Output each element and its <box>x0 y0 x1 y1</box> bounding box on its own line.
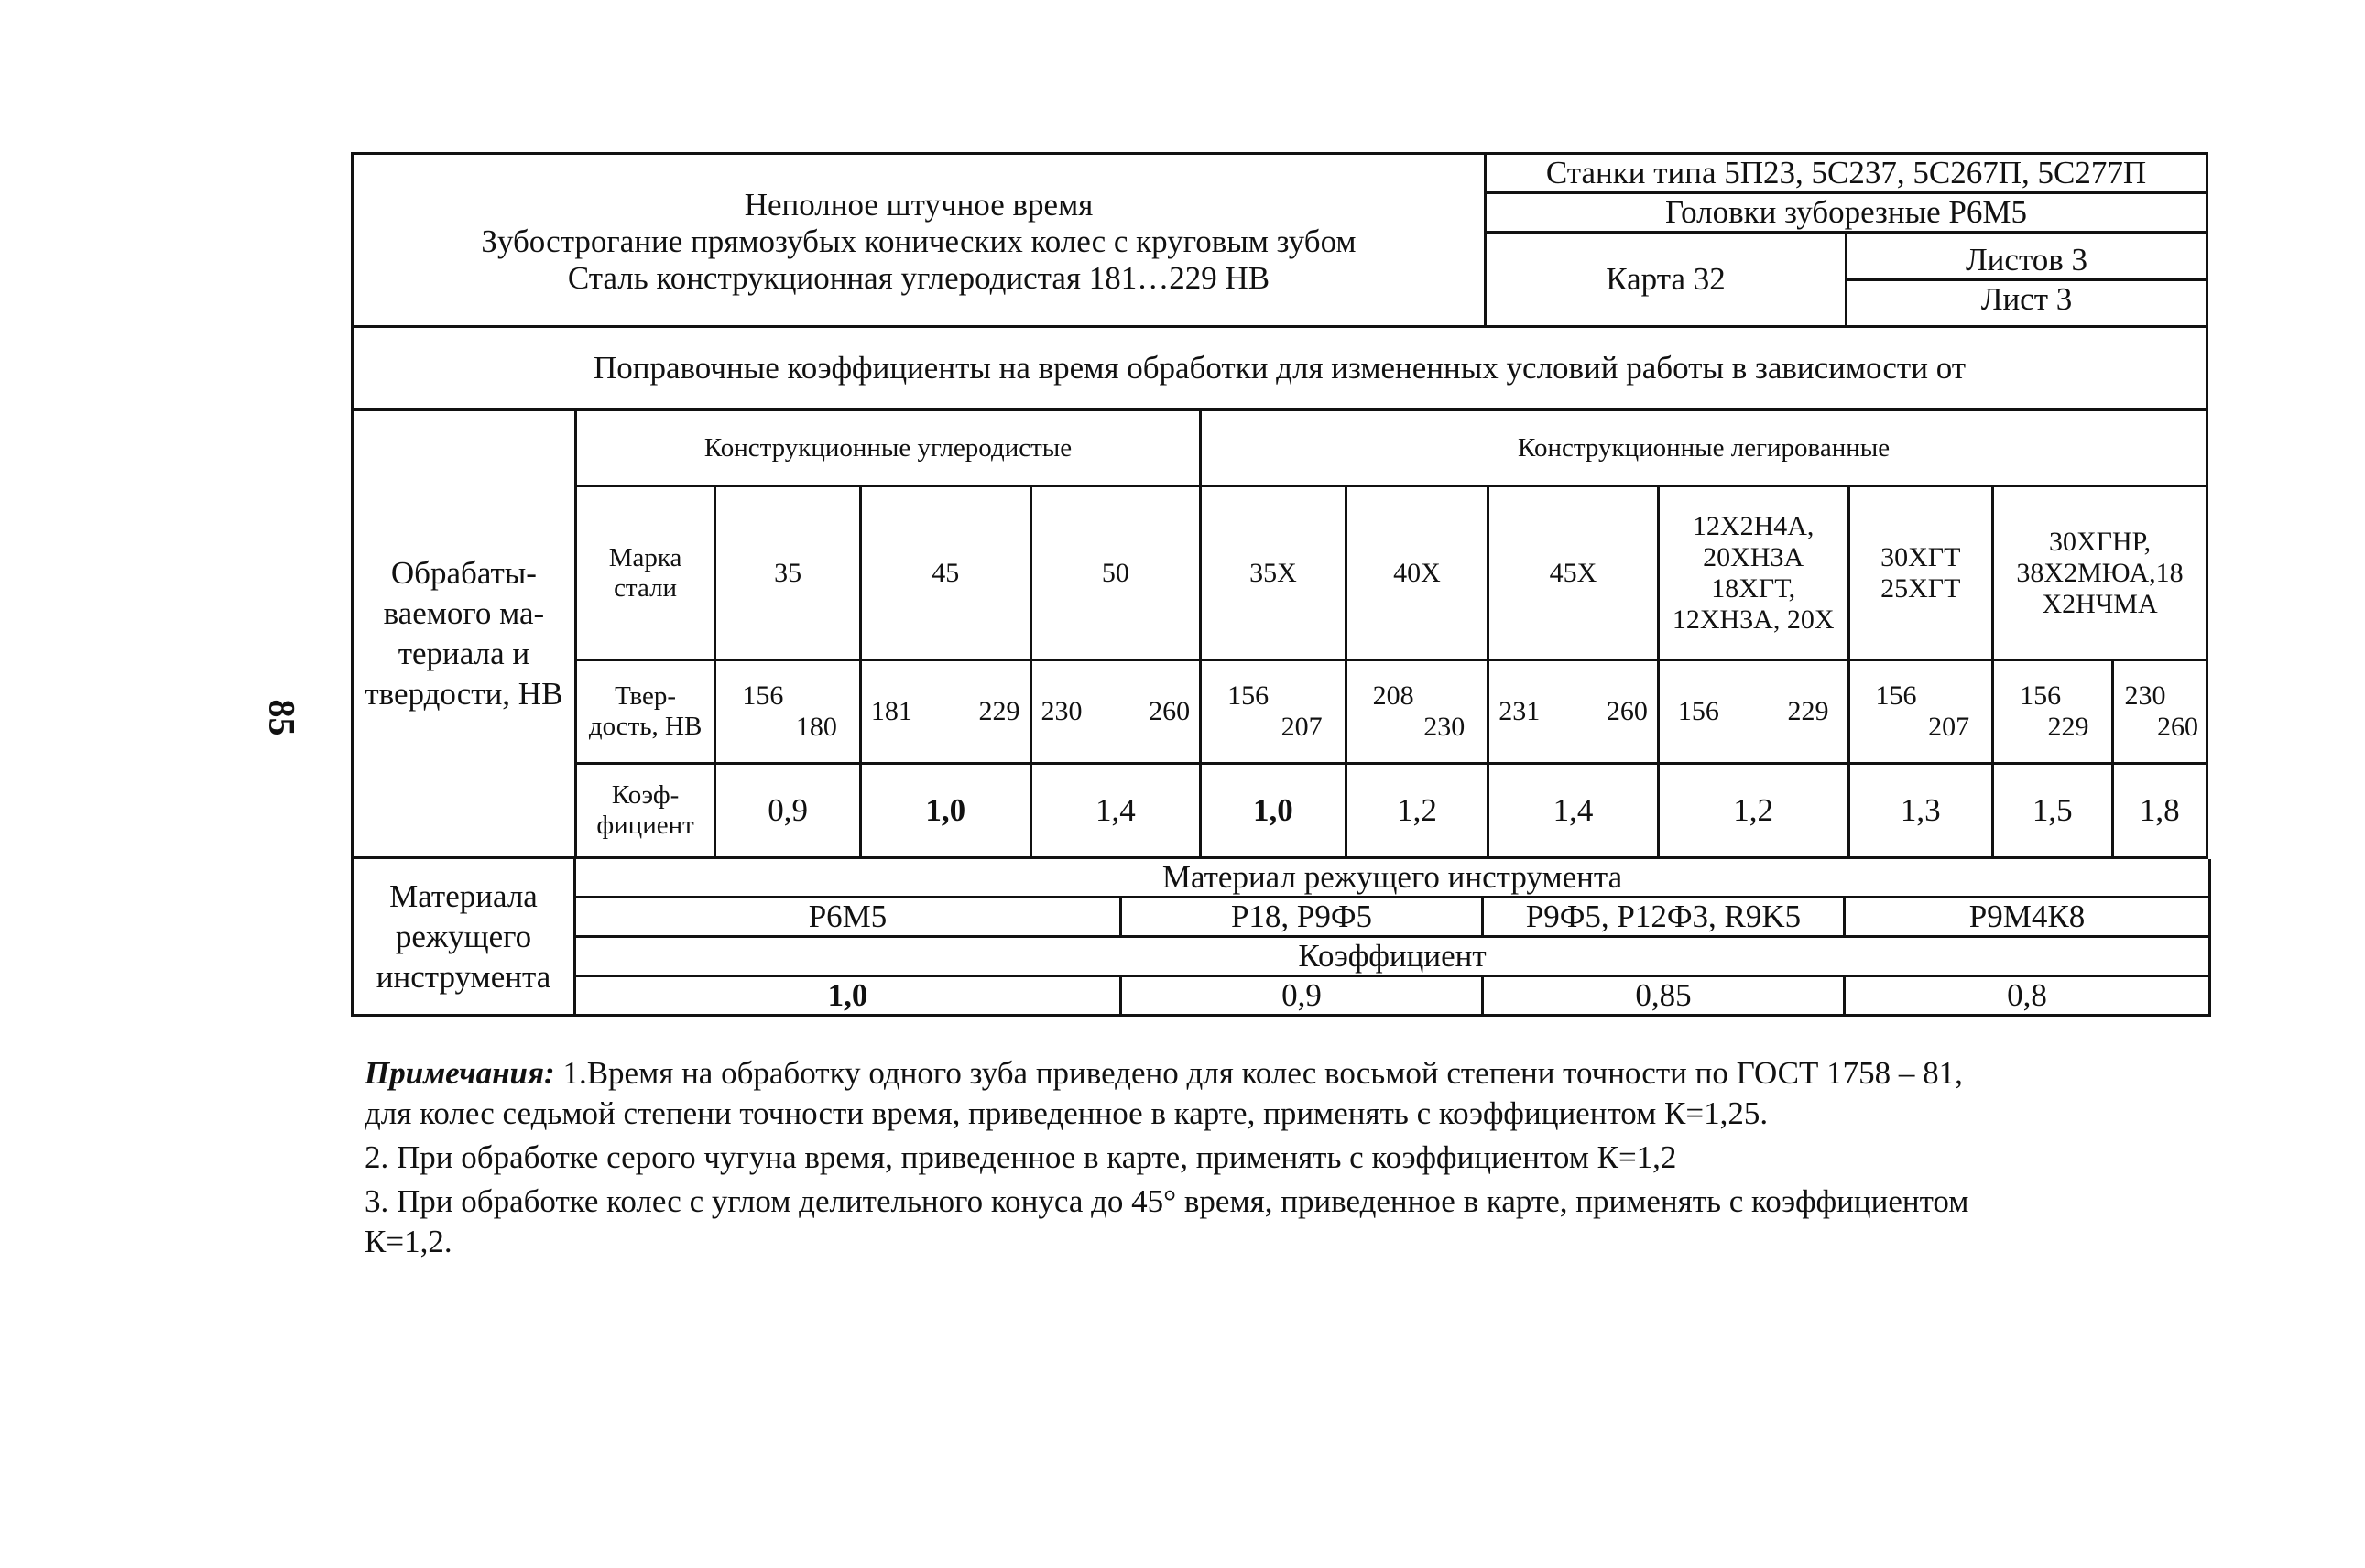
coef-cell: 1,8 <box>2112 764 2207 858</box>
heads-label: Головки зуборезные Р6М5 <box>1486 193 2207 233</box>
note-text: 2. При обработке серого чугуна время, приведенное в карте, применять с коэффициентом К=1,2 <box>365 1139 1677 1175</box>
coef-cell: 1,5 <box>1993 764 2112 858</box>
coef-label: Коэф-фициент <box>575 764 715 858</box>
hardness-cell: 156 229 <box>1993 660 2112 764</box>
tool-material-cell: Р9Ф5, Р12Ф3, R9K5 <box>1483 898 1845 937</box>
group-carbon: Конструкционные углеродистые <box>575 411 1200 486</box>
tool-coef-cell: 1,0 <box>575 976 1121 1016</box>
hardness-cell: 156 180 <box>715 660 861 764</box>
grade-cell: 50 <box>1030 486 1201 660</box>
note-text: 3. При обработке колес с углом делительного конуса до 45° время, приведенное в карте, применять с коэффициентом <box>365 1183 1969 1219</box>
grade-cell: 30ХГТ 25ХГТ <box>1848 486 1993 660</box>
coef-cell: 1,4 <box>1488 764 1659 858</box>
tool-material-cell: Р9М4К8 <box>1845 898 2210 937</box>
material-side-label: Обрабаты-ваемого ма-териала и твердости, НВ <box>353 411 576 858</box>
note-text: для колес седьмой степени точности время, приведенное в карте, применять с коэффициентом К=1,25. <box>365 1095 1769 1131</box>
hardness-cell: 231 260 <box>1488 660 1659 764</box>
tool-coef-cell: 0,85 <box>1483 976 1845 1016</box>
page-number: 85 <box>261 699 303 736</box>
coef-cell: 1,3 <box>1848 764 1993 858</box>
coef-cell: 1,0 <box>1201 764 1346 858</box>
tool-coef-cell: 0,9 <box>1121 976 1483 1016</box>
tool-table <box>351 859 2211 1017</box>
notes-heading: Примечания: <box>365 1055 555 1091</box>
group-alloy: Конструкционные легированные <box>1201 411 2207 486</box>
material-table <box>351 411 2208 859</box>
grade-cell: 40Х <box>1346 486 1488 660</box>
hardness-cell: 156 229 <box>1658 660 1848 764</box>
card-header <box>351 152 2208 411</box>
title-line: Зубострогание прямозубых конических колес с круговым зубом <box>481 223 1357 259</box>
sheets-cell <box>1847 233 2207 327</box>
tool-coef-cell: 0,8 <box>1845 976 2210 1016</box>
card-title <box>353 154 1486 327</box>
sheet-number: Лист 3 <box>1847 279 2206 318</box>
hardness-cell: 230 260 <box>2112 660 2207 764</box>
norm-card <box>351 152 2208 1017</box>
tool-material-cell: Р18, Р9Ф5 <box>1121 898 1483 937</box>
hardness-cell: 181 229 <box>860 660 1030 764</box>
note-text: 1.Время на обработку одного зуба приведено для колес восьмой степени точности по ГОСТ 1758 – 81, <box>562 1055 1963 1091</box>
title-line: Сталь конструкционная углеродистая 181…229 НВ <box>567 260 1270 296</box>
grade-cell: 45 <box>860 486 1030 660</box>
grade-label: Марка стали <box>575 486 715 660</box>
grade-cell: 30ХГНР, 38Х2МЮА,18 Х2НЧМА <box>1993 486 2207 660</box>
tool-material-cell: Р6М5 <box>575 898 1121 937</box>
hardness-cell: 230 260 <box>1030 660 1201 764</box>
tool-coef-header: Коэффициент <box>575 937 2210 976</box>
coef-cell: 1,2 <box>1346 764 1488 858</box>
hardness-cell: 208 230 <box>1346 660 1488 764</box>
machines-label: Станки типа 5П23, 5С237, 5С267П, 5С277П <box>1486 154 2207 193</box>
tool-header: Материал режущего инструмента <box>575 859 2210 898</box>
grade-cell: 35 <box>715 486 861 660</box>
tool-side-label: Материала режущего инструмента <box>353 859 575 1016</box>
coef-cell: 1,4 <box>1030 764 1201 858</box>
sheets-total: Листов 3 <box>1847 242 2206 280</box>
grade-cell: 35Х <box>1201 486 1346 660</box>
caption: Поправочные коэффициенты на время обработки для измененных условий работы в зависимости от <box>353 327 2207 410</box>
grade-cell: 45Х <box>1488 486 1659 660</box>
coef-cell: 1,2 <box>1658 764 1848 858</box>
hardness-cell: 156 207 <box>1201 660 1346 764</box>
note-text: К=1,2. <box>365 1224 452 1259</box>
notes <box>365 1053 2206 1262</box>
hardness-cell: 156 207 <box>1848 660 1993 764</box>
hardness-label: Твер-дость, НВ <box>575 660 715 764</box>
coef-cell: 0,9 <box>715 764 861 858</box>
coef-cell: 1,0 <box>860 764 1030 858</box>
title-line: Неполное штучное время <box>744 187 1094 223</box>
card-number: Карта 32 <box>1486 233 1847 327</box>
grade-cell: 12Х2Н4А, 20ХН3А 18ХГТ, 12ХН3А, 20Х <box>1658 486 1848 660</box>
